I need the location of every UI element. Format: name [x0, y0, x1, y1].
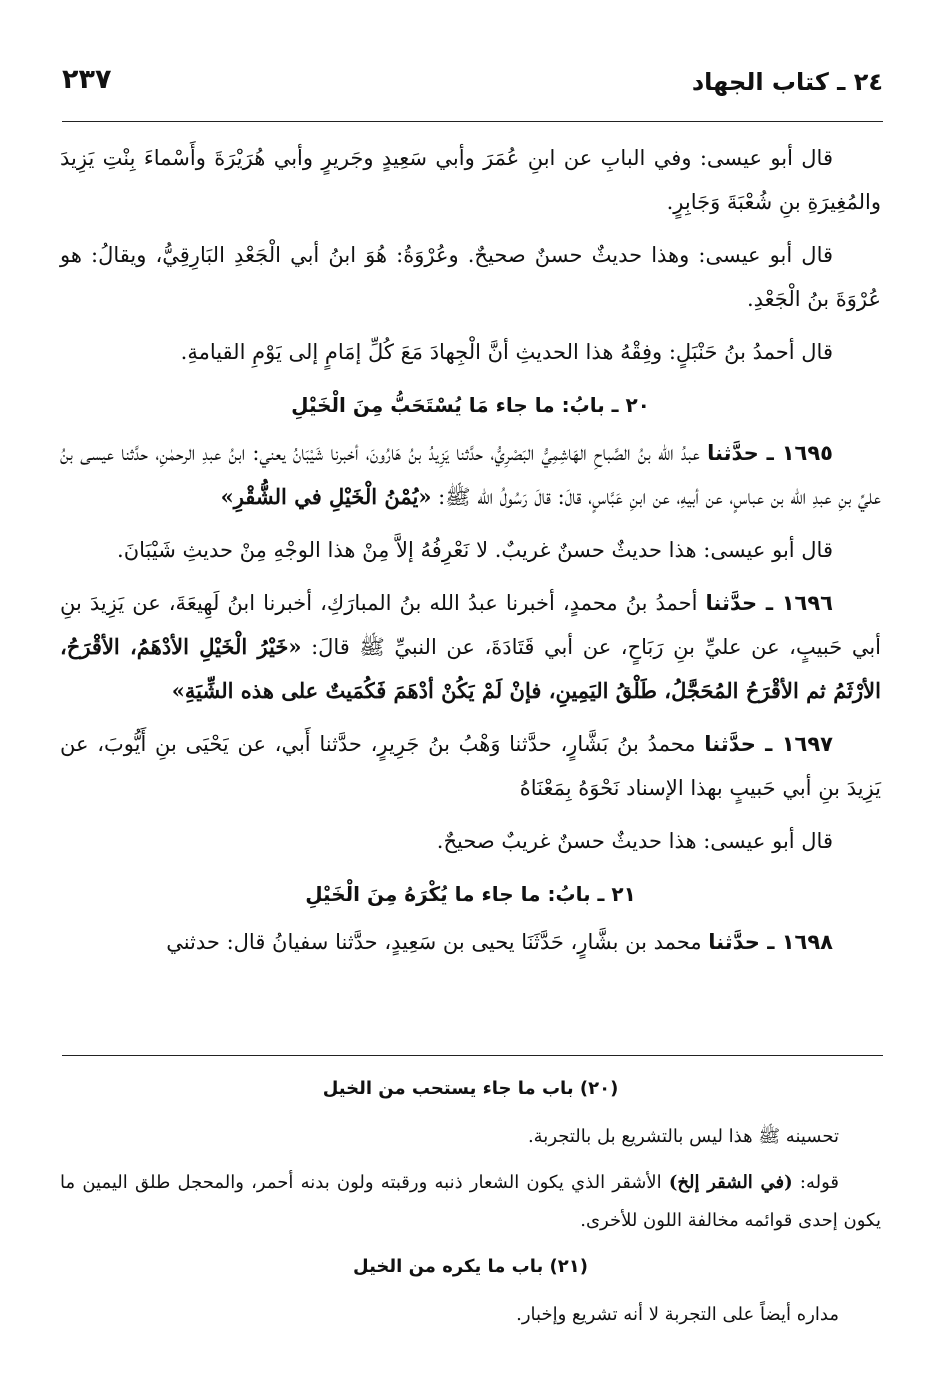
section-heading-21: ٢١ ـ بابُ: ما جاء ما يُكْرَهُ مِنَ الْخَيْلِ: [305, 882, 636, 906]
page-number: ٢٣٧: [62, 64, 112, 95]
hadith-number: ١٦٩٦ ـ حدَّثنا: [705, 591, 833, 615]
note-text: الأشقر الذي يكون الشعار ذنبه ورقبته ولون بدنه أحمر، والمحجل طلق اليمين ما يكون إحدى قوائمه مخالفة اللون للأخرى.: [60, 1172, 881, 1231]
hadith-text: أحمدُ بنُ محمدٍ، أخبرنا عبدُ الله بنُ المبارَكِ، أخبرنا ابنُ لَهِيعَةَ، عن يَزِيدَ بنِ أبي حَبيبٍ، عن عليِّ بنِ رَبَاحٍ، عن أبي قَتَادَةَ، عن النبيِّ ﷺ قالَ:: [60, 591, 882, 659]
hadith-1696: [60, 581, 881, 713]
footnote-separator: [62, 1055, 883, 1056]
hadith-number: ١٦٩٥ ـ حدَّثنا: [707, 441, 833, 465]
note-paragraph: تحسينه ﷺ هذا ليس بالتشريع بل بالتجربة.: [527, 1126, 839, 1147]
paragraph: قال أبو عيسى: وهذا حديثٌ حسنٌ صحيحٌ. وعُرْوَةُ: هُوَ ابنُ أبي الْجَعْدِ البَارِقِيُّ، ويقالُ: هو عُرْوَةَ بنُ الْجَعْدِ.: [60, 243, 881, 311]
note-paragraph: مداره أيضاً على التجربة لا أنه تشريع وإخبار.: [516, 1304, 839, 1325]
main-text: [60, 136, 881, 973]
footnotes: [60, 1070, 881, 1342]
note-heading-20: (٢٠) باب ما جاء يستحب من الخيل: [322, 1078, 619, 1099]
hadith-1697: [60, 722, 881, 810]
hadith-text: محمدُ بنُ بَشَّارٍ، حدَّثنا وَهْبُ بنُ جَرِيرٍ، حدَّثنا أَبي، عن يَحْيَى بنِ أَيُّوبَ، عن يَزِيدَ بنِ أبي حَبيبٍ بهذا الإسناد نَحْوَهُ بِمَعْنَاهُ: [60, 732, 881, 800]
note-heading-21: (٢١) باب ما يكره من الخيل: [353, 1256, 588, 1277]
note-lead: قوله:: [799, 1172, 839, 1193]
header-rule: [62, 121, 883, 122]
hadith-1695: [60, 431, 881, 519]
page-header: [62, 62, 883, 112]
hadith-text: محمد بن بشَّارٍ، حَدَّثَنَا يحيى بن سَعِيدٍ، حدَّثنا سفيانُ قال: حدثني: [166, 930, 702, 954]
hadith-quote: «خَيْرُ الْخَيْلِ الأدْهَمُ، الأقْرَحُ، الأرْثَمُ ثم الأقْرَحُ المُحَجَّلُ، طَلْقُ اليَمِينِ، فإنْ لَمْ يَكُنْ أدْهَمَ فَكُمَيتٌ على هذه الشِّيَةِ»: [60, 634, 881, 703]
hadith-text: عبدُ الله بنُ الصَّباحِ الهَاشِمِيُّ البَصْرِيُّ، حدَّثنا يَزِيدُ بنُ هَارُونَ، أخبرنا شَيْبَانُ يعني: ابنُ عبدِ الرحمٰنِ، حدَّثنا عيسى بنُ عليِّ بنِ عبدِ الله بن عباسٍ، عن أبيهِ، عن ابنِ عَبَّاسٍ، قالَ: قالَ رَسُولُ الله ﷺ:: [60, 441, 881, 509]
chapter-title: ٢٤ ـ كتاب الجهاد: [691, 68, 883, 96]
hadith-number: ١٦٩٧ ـ حدَّثنا: [704, 732, 833, 756]
hadith-number: ١٦٩٨ ـ حدَّثنا: [708, 930, 833, 954]
hadith-quote: «يُمْنُ الْخَيْلِ في الشُّقْرِ»: [220, 484, 432, 509]
note-paragraph: [60, 1164, 881, 1240]
paragraph: قال أبو عيسى: وفي البابِ عن ابنِ عُمَرَ وأبي سَعِيدٍ وجَريرٍ وأبي هُرَيْرَةَ وأَسْماءَ بِنْتِ يَزِيدَ والمُغِيرَةِ بنِ شُعْبَةَ وَجَابِرٍ.: [60, 146, 881, 214]
hadith-1698: [60, 920, 881, 964]
note-quoted-term: (في الشقر إلخ): [668, 1172, 793, 1193]
section-heading-20: ٢٠ ـ بابُ: ما جاء مَا يُسْتَحَبُّ مِنَ الْخَيْلِ: [291, 393, 650, 417]
paragraph: قال أبو عيسى: هذا حديثٌ حسنٌ غريبٌ. لا نَعْرِفُهُ إلاَّ مِنْ هذا الوجْهِ مِنْ حديثِ شَيْبَانَ.: [117, 538, 833, 562]
paragraph: قال أحمدُ بنُ حَنْبَلٍ: وفِقْهُ هذا الحديثِ أنَّ الْجِهادَ مَعَ كُلِّ إمَامٍ إلى يَوْمِ القيامةِ.: [180, 340, 833, 364]
paragraph: قال أبو عيسى: هذا حديثٌ حسنٌ غريبٌ صحيحٌ.: [436, 829, 833, 853]
